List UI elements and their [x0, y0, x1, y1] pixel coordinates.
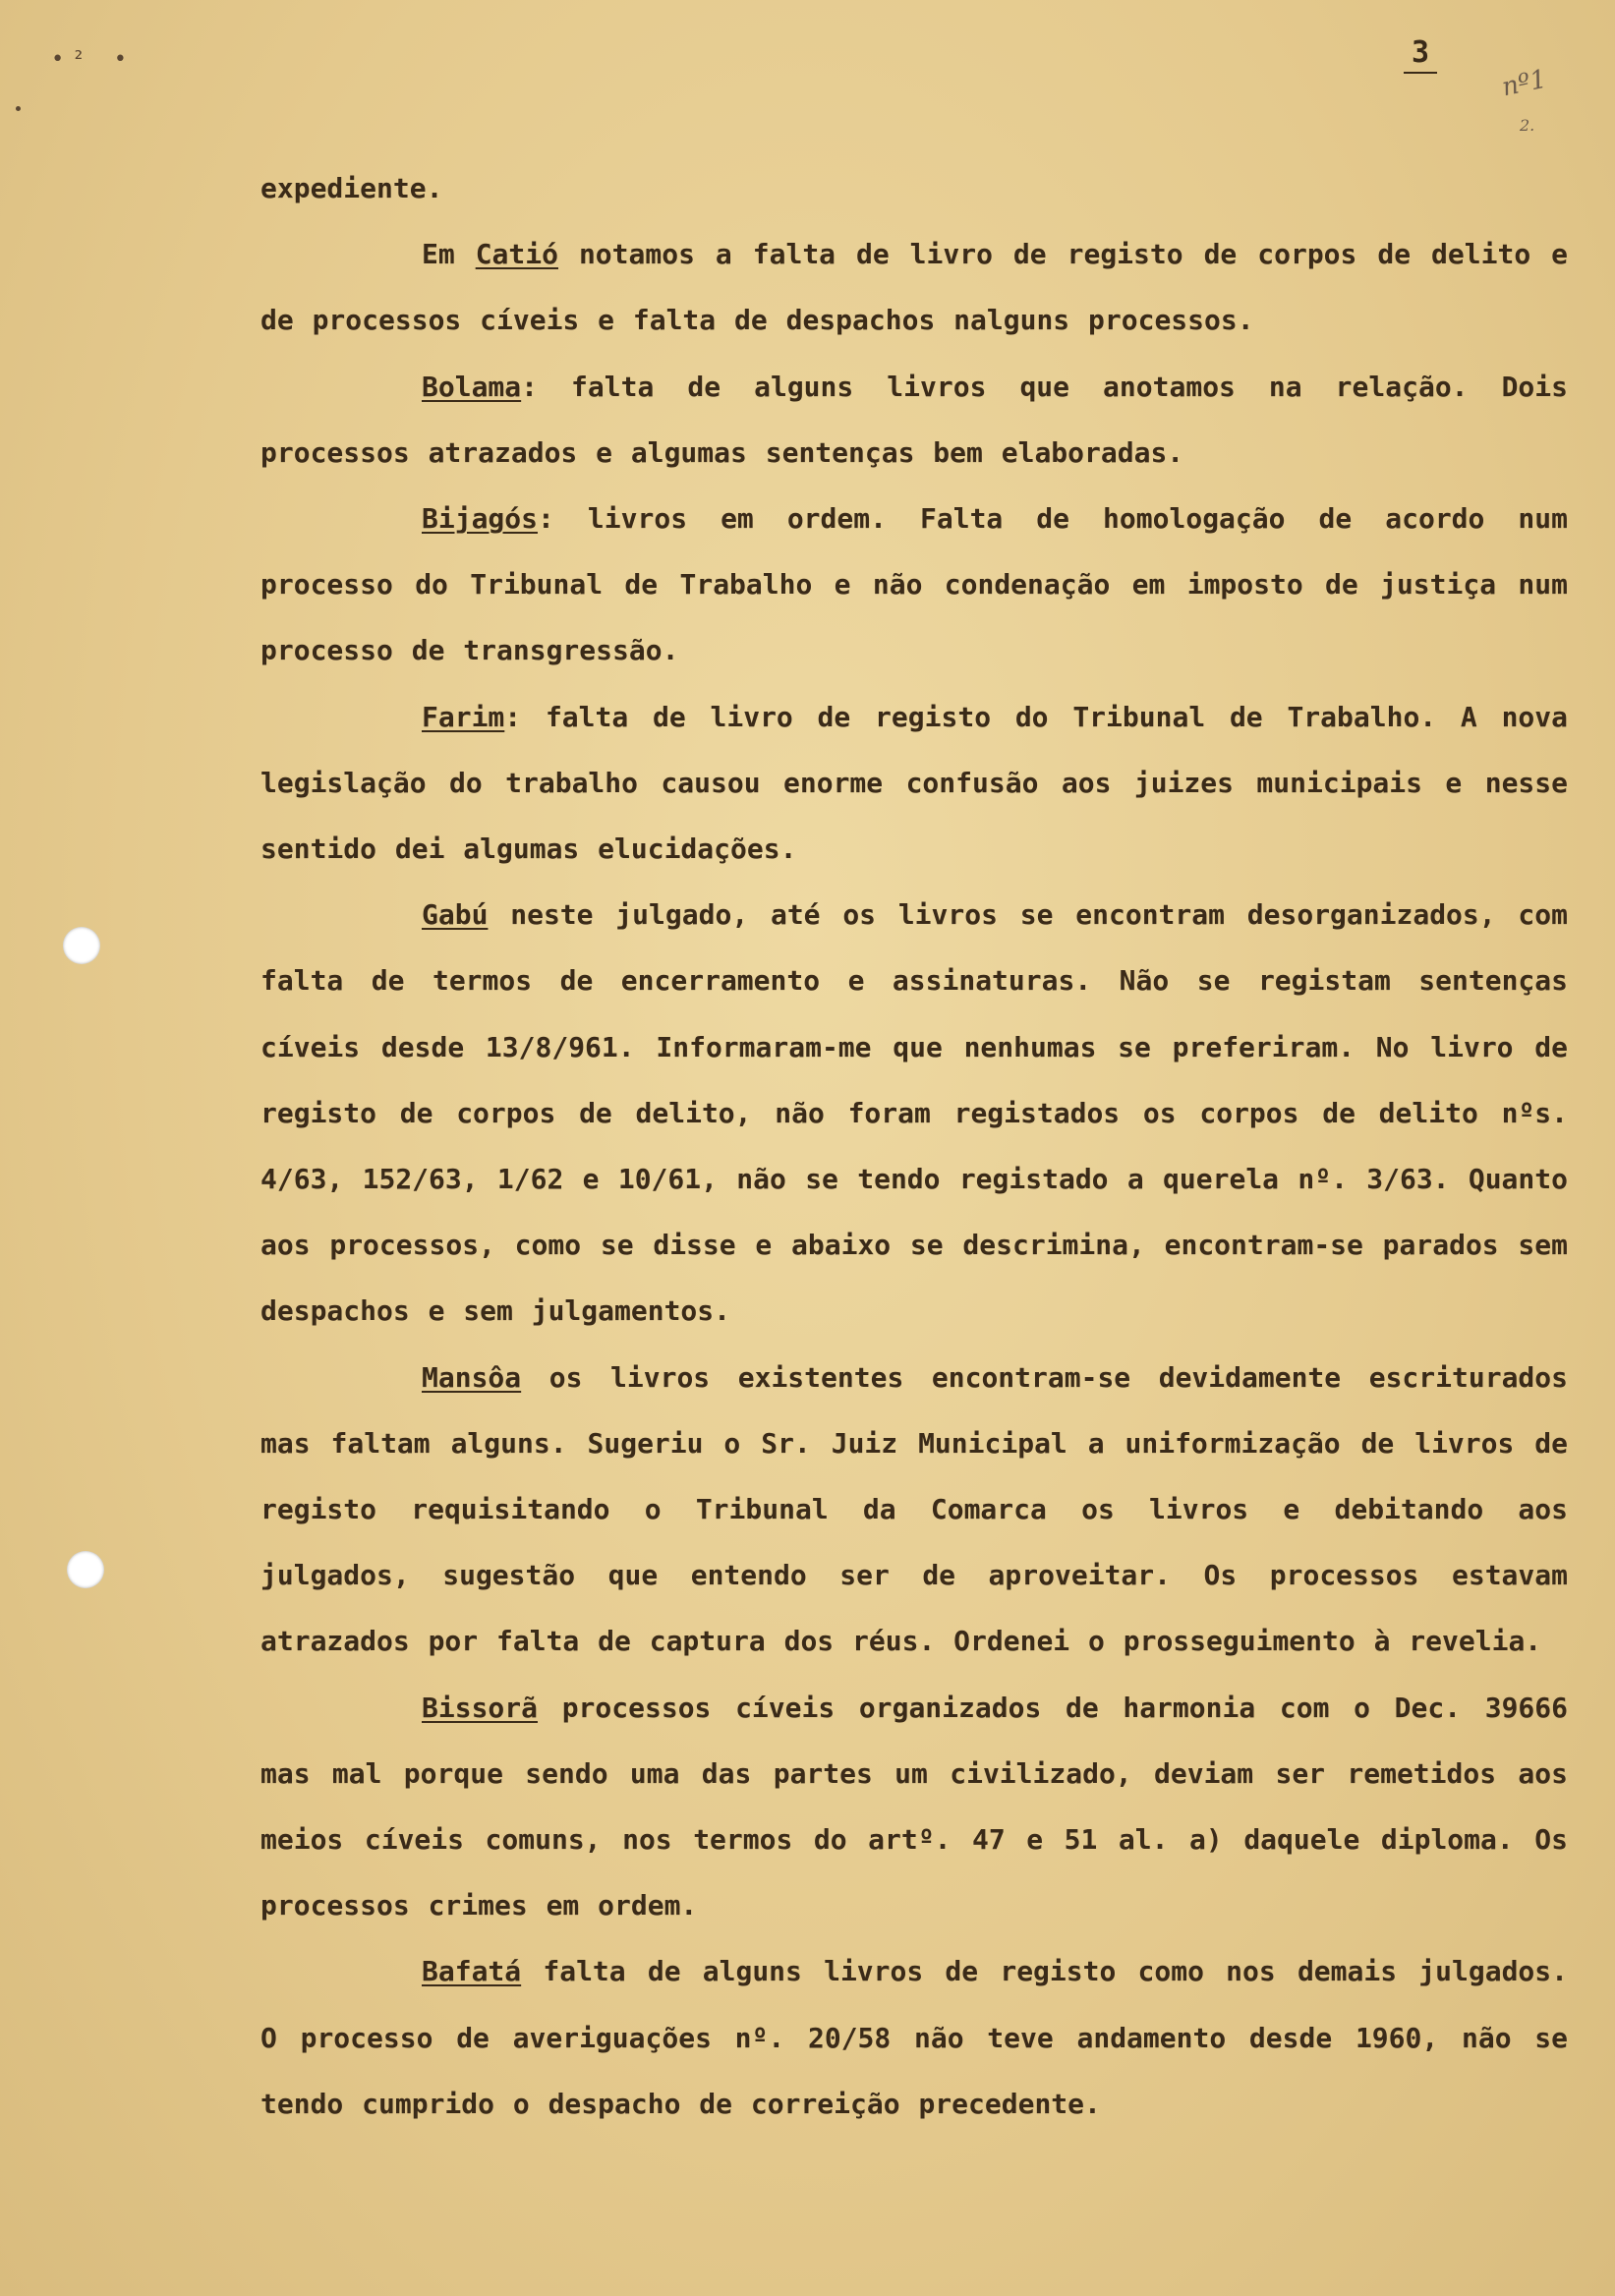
- paragraph-gabu: [260, 882, 1568, 1344]
- place-name: Farim: [422, 700, 505, 733]
- place-name: Gabú: [422, 898, 489, 932]
- place-separator: :: [504, 700, 546, 733]
- paragraph-text: os livros existentes encontram-se devidamente escriturados mas faltam alguns. Sugeriu o Sr. Juiz Municipal a uniformização de livros de registo requisitando o Tribunal da Comarca os livros e debitando aos julgados, sugestão que entendo ser de aproveitar. Os processos estavam atrazados por falta de captura dos réus. Ordenei o prosseguimento à revelia.: [260, 1360, 1569, 1658]
- place-separator: [521, 1955, 543, 1987]
- paragraph-bolama: [260, 354, 1568, 486]
- corner-marks: •² •: [51, 47, 135, 72]
- place-separator: [538, 1692, 562, 1724]
- place-separator: [558, 238, 579, 270]
- place-separator: :: [538, 502, 588, 536]
- paragraph-text: falta de livro de registo do Tribunal de Trabalho. A nova legislação do trabalho causou enorme confusão aos juizes municipais e nesse sentido dei algumas elucidações.: [260, 700, 1569, 866]
- place-separator: [488, 898, 510, 931]
- document-body: [260, 155, 1568, 2137]
- margin-annotation: nº1: [1499, 64, 1550, 103]
- paragraph-bissora: [260, 1675, 1568, 1939]
- paragraph-text: expediente.: [260, 172, 443, 204]
- paragraph-text: falta de alguns livros que anotamos na relação. Dois processos atrazados e algumas sentenças bem elaboradas.: [260, 370, 1568, 469]
- paragraph-text: falta de alguns livros de registo como nos demais julgados. O processo de averiguações nº. 20/58 não teve andamento desde 1960, não se tendo cumprido o despacho de correição precedente.: [260, 1955, 1568, 2120]
- paragraph-text: neste julgado, até os livros se encontram desorganizados, com falta de termos de encerramento e assinaturas. Não se registam sentenças cíveis desde 13/8/961. Informaram-me que nenhumas se preferiram. No livro de registo de corpos de delito, não foram registados os corpos de delito nºs. 4/63, 152/63, 1/62 e 10/61, não se tendo registado a querela nº. 3/63. Quanto aos processos, como se disse e abaixo se descrimina, encontram-se parados sem despachos e sem julgamentos.: [260, 898, 1568, 1328]
- place-name: Bafatá: [422, 1955, 522, 1988]
- place-name: Bolama: [422, 370, 522, 403]
- punch-hole-bottom: [67, 1551, 104, 1588]
- paragraph-lead: Em: [422, 238, 476, 271]
- place-separator: [521, 1361, 549, 1394]
- paragraph-catio: [260, 221, 1568, 353]
- paragraph-text: processos cíveis organizados de harmonia com o Dec. 39666 mas mal porque sendo uma das partes um civilizado, deviam ser remetidos aos meios cíveis comuns, nos termos do artº. 47 e 51 al. a) daquele diploma. Os processos crimes em ordem.: [260, 1691, 1569, 1923]
- page-number: 3: [1404, 35, 1437, 74]
- margin-annotation-2: 2.: [1520, 116, 1535, 135]
- place-name: Bijagós: [422, 502, 539, 536]
- paragraph-expediente: [260, 155, 1568, 221]
- paragraph-bijagos: [260, 486, 1568, 684]
- paragraph-mansoa: [260, 1345, 1568, 1675]
- paragraph-text: notamos a falta de livro de registo de corpos de delito e de processos cíveis e falta de despachos nalguns processos.: [260, 238, 1569, 337]
- paragraph-text: livros em ordem. Falta de homologação de acordo num processo do Tribunal de Trabalho e não condenação em imposto de justiça num processo de transgressão.: [260, 502, 1568, 667]
- punch-hole-top: [63, 927, 100, 964]
- place-name: Bissorã: [422, 1691, 539, 1724]
- paragraph-bafata: [260, 1938, 1568, 2137]
- corner-dot: [16, 106, 21, 111]
- place-name: Mansôa: [422, 1360, 522, 1394]
- place-separator: :: [521, 370, 572, 403]
- paragraph-farim: [260, 684, 1568, 883]
- place-name: Catió: [475, 238, 558, 271]
